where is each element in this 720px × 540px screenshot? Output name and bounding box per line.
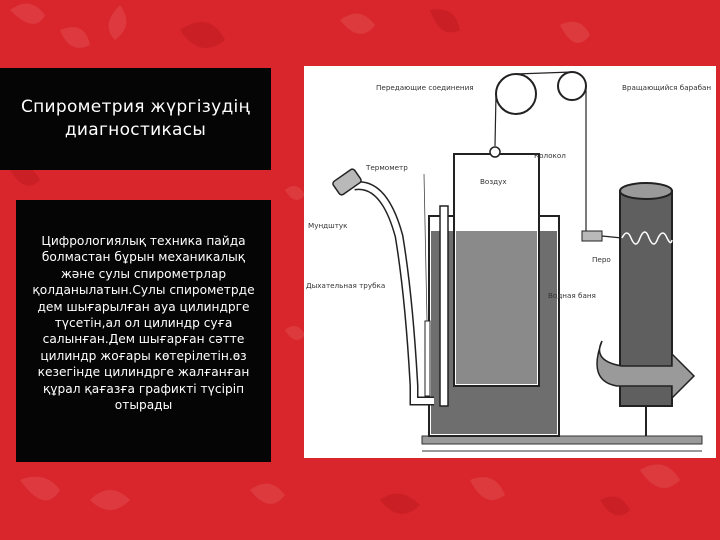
thermometer-leader [424, 174, 427, 321]
label-pen: Перо [592, 255, 611, 264]
bell-water [456, 231, 537, 384]
label-air: Воздух [480, 177, 507, 186]
mouthpiece [332, 168, 362, 196]
breathing-tube-inner [354, 186, 434, 401]
base-stand [422, 436, 702, 444]
pulley-right [558, 72, 586, 100]
counterweight-pen [582, 231, 602, 241]
label-breathing-tube: Дыхательная трубка [306, 281, 386, 290]
slide-title-text: Спирометрия жүргізудің диагностикасы [20, 97, 251, 140]
drum-top [620, 183, 672, 199]
label-thermometer: Термометр [366, 163, 408, 172]
slide-body-text: Цифрологиялық техника пайда болмастан бұрын механикалық және сулы спирометрлар қолданылатын.Сулы спирометрде дем шығарылған ауа цилиндрге түсетін,ал ол цилиндр суға салынған.Дем шығарған сәтте цилиндр жоғары көтерілетін.өз кезегінде цилиндрге жалғанған құрал қағазға графикті түсіріп отырады [16, 200, 271, 462]
bell-hook [490, 147, 500, 157]
label-pulleys: Передающие соединения [376, 83, 474, 92]
inner-air-tube [440, 206, 448, 406]
pulley-left [496, 74, 536, 114]
slide-title [0, 68, 271, 170]
thermometer [425, 321, 430, 396]
label-bell: Колокол [534, 151, 566, 160]
label-mouthpiece: Мундштук [308, 221, 348, 230]
string-bell [495, 94, 496, 146]
label-water-bath: Водная баня [548, 291, 596, 300]
label-drum: Вращающийся барабан [622, 83, 712, 92]
spirometer-diagram [304, 66, 716, 458]
